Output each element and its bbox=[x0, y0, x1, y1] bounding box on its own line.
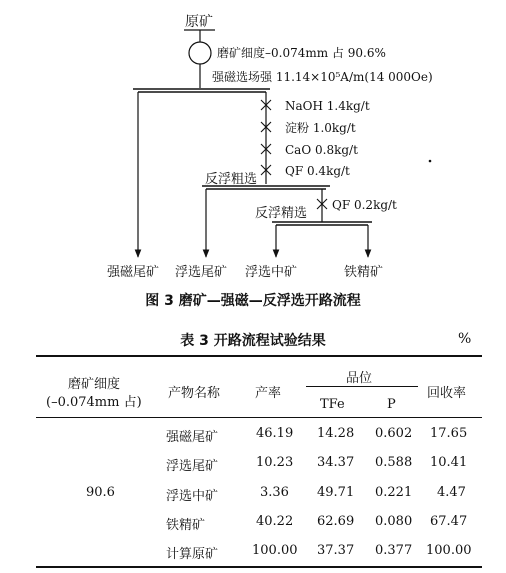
header-fineness-line2: (–0.074mm 占) bbox=[46, 395, 142, 410]
row-product: 浮选中矿 bbox=[166, 489, 219, 504]
stray-dot bbox=[429, 160, 432, 163]
grinding-circle bbox=[189, 42, 211, 64]
table-header-rule bbox=[36, 417, 482, 418]
magnetic-label: 强磁选场强 11.14×10⁵A/m(14 000Oe) bbox=[212, 70, 433, 84]
row-p: 0.602 bbox=[375, 426, 413, 441]
reagent-starch: 淀粉 1.0kg/t bbox=[285, 121, 356, 135]
row-tfe: 49.71 bbox=[317, 485, 355, 500]
table-top-rule bbox=[36, 355, 482, 357]
row-p: 0.377 bbox=[375, 543, 413, 558]
row-recovery: 100.00 bbox=[426, 543, 472, 558]
row-p: 0.221 bbox=[375, 485, 413, 500]
figure-caption: 图 3 磨矿—强磁—反浮选开路流程 bbox=[145, 293, 361, 309]
header-recovery: 回收率 bbox=[427, 386, 467, 401]
header-product: 产物名称 bbox=[168, 386, 221, 401]
row-yield: 3.36 bbox=[260, 485, 289, 500]
fineness-value: 90.6 bbox=[86, 485, 115, 500]
reagent-qf-rough: QF 0.4kg/t bbox=[285, 164, 350, 178]
row-yield: 100.00 bbox=[252, 543, 298, 558]
row-product: 铁精矿 bbox=[166, 518, 206, 533]
cleaner-label: 反浮精选 bbox=[255, 206, 308, 221]
row-recovery: 10.41 bbox=[430, 455, 468, 470]
row-p: 0.080 bbox=[375, 514, 413, 529]
table-unit: % bbox=[458, 331, 472, 347]
header-p: P bbox=[387, 397, 396, 412]
row-recovery: 4.47 bbox=[437, 485, 466, 500]
row-yield: 40.22 bbox=[256, 514, 294, 529]
product-iron-concentrate: 铁精矿 bbox=[344, 265, 384, 280]
product-flotation-tailings: 浮选尾矿 bbox=[175, 265, 228, 280]
grinding-label: 磨矿细度–0.074mm 占 90.6% bbox=[217, 46, 386, 60]
table-bottom-rule bbox=[36, 566, 482, 568]
row-tfe: 34.37 bbox=[317, 455, 355, 470]
reagent-cao: CaO 0.8kg/t bbox=[285, 143, 358, 157]
header-tfe: TFe bbox=[320, 397, 345, 412]
row-yield: 46.19 bbox=[256, 426, 294, 441]
product-magnetic-tailings: 强磁尾矿 bbox=[107, 265, 160, 280]
row-p: 0.588 bbox=[375, 455, 413, 470]
row-tfe: 37.37 bbox=[317, 543, 355, 558]
flowsheet-diagram bbox=[0, 0, 506, 285]
feed-label: 原矿 bbox=[185, 14, 213, 30]
row-yield: 10.23 bbox=[256, 455, 294, 470]
header-grade: 品位 bbox=[346, 371, 373, 386]
row-recovery: 17.65 bbox=[430, 426, 468, 441]
row-product: 计算原矿 bbox=[166, 547, 219, 562]
header-fineness-line1: 磨矿细度 bbox=[68, 377, 121, 392]
row-product: 浮选尾矿 bbox=[166, 459, 219, 474]
rougher-label: 反浮粗选 bbox=[205, 172, 258, 187]
header-yield: 产率 bbox=[255, 386, 282, 401]
row-product: 强磁尾矿 bbox=[166, 430, 219, 445]
reagent-qf-clean: QF 0.2kg/t bbox=[332, 198, 397, 212]
row-recovery: 67.47 bbox=[430, 514, 468, 529]
product-flotation-middlings: 浮选中矿 bbox=[245, 265, 298, 280]
row-tfe: 14.28 bbox=[317, 426, 355, 441]
grade-subheader-rule bbox=[306, 386, 418, 387]
reagent-naoh: NaOH 1.4kg/t bbox=[285, 99, 370, 113]
row-tfe: 62.69 bbox=[317, 514, 355, 529]
table-title: 表 3 开路流程试验结果 bbox=[180, 333, 326, 349]
